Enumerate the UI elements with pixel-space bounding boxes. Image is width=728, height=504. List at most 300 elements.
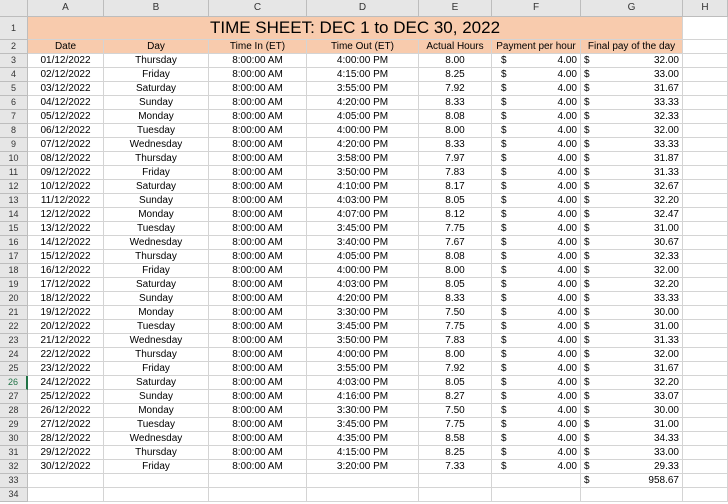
day-cell[interactable]: Friday bbox=[104, 264, 209, 278]
day-cell[interactable]: Monday bbox=[104, 110, 209, 124]
day-cell[interactable]: Tuesday bbox=[104, 222, 209, 236]
pay-cell[interactable] bbox=[581, 264, 683, 278]
cell-h[interactable] bbox=[683, 334, 728, 348]
date-cell[interactable]: 05/12/2022 bbox=[28, 110, 104, 124]
rate-cell[interactable] bbox=[492, 222, 581, 236]
cell-h[interactable] bbox=[683, 348, 728, 362]
cell-h[interactable] bbox=[683, 418, 728, 432]
time-out-cell[interactable]: 4:16:00 PM bbox=[307, 390, 419, 404]
time-out-cell[interactable]: 3:45:00 PM bbox=[307, 222, 419, 236]
cell-h[interactable] bbox=[683, 460, 728, 474]
row-header-26[interactable]: 26 bbox=[0, 376, 28, 390]
header-date[interactable]: Date bbox=[28, 40, 104, 54]
empty-cell[interactable] bbox=[683, 488, 728, 502]
time-out-cell[interactable]: 4:20:00 PM bbox=[307, 292, 419, 306]
rate-cell[interactable] bbox=[492, 362, 581, 376]
day-cell[interactable]: Tuesday bbox=[104, 320, 209, 334]
empty-cell[interactable] bbox=[492, 474, 581, 488]
row-header-15[interactable]: 15 bbox=[0, 222, 28, 236]
row-header-20[interactable]: 20 bbox=[0, 292, 28, 306]
header-actual-hours[interactable]: Actual Hours bbox=[419, 40, 492, 54]
date-cell[interactable]: 06/12/2022 bbox=[28, 124, 104, 138]
day-cell[interactable]: Saturday bbox=[104, 82, 209, 96]
day-cell[interactable]: Wednesday bbox=[104, 236, 209, 250]
date-cell[interactable]: 12/12/2022 bbox=[28, 208, 104, 222]
row-header-7[interactable]: 7 bbox=[0, 110, 28, 124]
row-header-23[interactable]: 23 bbox=[0, 334, 28, 348]
time-in-cell[interactable]: 8:00:00 AM bbox=[209, 96, 307, 110]
time-in-cell[interactable]: 8:00:00 AM bbox=[209, 390, 307, 404]
pay-cell[interactable] bbox=[581, 194, 683, 208]
date-cell[interactable]: 25/12/2022 bbox=[28, 390, 104, 404]
column-header-c[interactable]: C bbox=[209, 0, 307, 17]
pay-cell[interactable] bbox=[581, 124, 683, 138]
day-cell[interactable]: Thursday bbox=[104, 250, 209, 264]
pay-cell[interactable] bbox=[581, 152, 683, 166]
date-cell[interactable]: 19/12/2022 bbox=[28, 306, 104, 320]
row-header-14[interactable]: 14 bbox=[0, 208, 28, 222]
time-in-cell[interactable]: 8:00:00 AM bbox=[209, 446, 307, 460]
day-cell[interactable]: Thursday bbox=[104, 152, 209, 166]
row-header-10[interactable]: 10 bbox=[0, 152, 28, 166]
cell-h[interactable] bbox=[683, 152, 728, 166]
hours-cell[interactable]: 7.75 bbox=[419, 222, 492, 236]
date-cell[interactable]: 15/12/2022 bbox=[28, 250, 104, 264]
date-cell[interactable]: 29/12/2022 bbox=[28, 446, 104, 460]
date-cell[interactable]: 02/12/2022 bbox=[28, 68, 104, 82]
day-cell[interactable]: Sunday bbox=[104, 292, 209, 306]
cell-h[interactable] bbox=[683, 390, 728, 404]
row-header-6[interactable]: 6 bbox=[0, 96, 28, 110]
date-cell[interactable]: 13/12/2022 bbox=[28, 222, 104, 236]
cell-h2[interactable] bbox=[683, 40, 728, 54]
time-in-cell[interactable]: 8:00:00 AM bbox=[209, 236, 307, 250]
time-out-cell[interactable]: 3:50:00 PM bbox=[307, 334, 419, 348]
empty-cell[interactable] bbox=[307, 474, 419, 488]
time-out-cell[interactable]: 4:05:00 PM bbox=[307, 110, 419, 124]
time-out-cell[interactable]: 4:00:00 PM bbox=[307, 348, 419, 362]
row-header-12[interactable]: 12 bbox=[0, 180, 28, 194]
rate-cell[interactable] bbox=[492, 306, 581, 320]
pay-cell[interactable] bbox=[581, 306, 683, 320]
hours-cell[interactable]: 7.75 bbox=[419, 320, 492, 334]
pay-cell[interactable] bbox=[581, 376, 683, 390]
pay-cell[interactable] bbox=[581, 180, 683, 194]
time-out-cell[interactable]: 4:00:00 PM bbox=[307, 264, 419, 278]
date-cell[interactable]: 30/12/2022 bbox=[28, 460, 104, 474]
cell-h[interactable] bbox=[683, 432, 728, 446]
header-time-in-et[interactable]: Time In (ET) bbox=[209, 40, 307, 54]
time-in-cell[interactable]: 8:00:00 AM bbox=[209, 376, 307, 390]
date-cell[interactable]: 07/12/2022 bbox=[28, 138, 104, 152]
row-header-33[interactable]: 33 bbox=[0, 474, 28, 488]
date-cell[interactable]: 11/12/2022 bbox=[28, 194, 104, 208]
day-cell[interactable]: Wednesday bbox=[104, 138, 209, 152]
day-cell[interactable]: Thursday bbox=[104, 446, 209, 460]
cell-h[interactable] bbox=[683, 306, 728, 320]
rate-cell[interactable] bbox=[492, 250, 581, 264]
time-in-cell[interactable]: 8:00:00 AM bbox=[209, 292, 307, 306]
column-header-d[interactable]: D bbox=[307, 0, 419, 17]
rate-cell[interactable] bbox=[492, 390, 581, 404]
day-cell[interactable]: Wednesday bbox=[104, 334, 209, 348]
hours-cell[interactable]: 8.12 bbox=[419, 208, 492, 222]
hours-cell[interactable]: 8.33 bbox=[419, 96, 492, 110]
empty-cell[interactable] bbox=[419, 474, 492, 488]
time-out-cell[interactable]: 4:07:00 PM bbox=[307, 208, 419, 222]
rate-cell[interactable] bbox=[492, 166, 581, 180]
date-cell[interactable]: 21/12/2022 bbox=[28, 334, 104, 348]
cell-h[interactable] bbox=[683, 264, 728, 278]
hours-cell[interactable]: 7.33 bbox=[419, 460, 492, 474]
rate-cell[interactable] bbox=[492, 278, 581, 292]
rate-cell[interactable] bbox=[492, 446, 581, 460]
pay-cell[interactable] bbox=[581, 110, 683, 124]
date-cell[interactable]: 24/12/2022 bbox=[28, 376, 104, 390]
row-header-4[interactable]: 4 bbox=[0, 68, 28, 82]
empty-cell[interactable] bbox=[581, 488, 683, 502]
cell-h[interactable] bbox=[683, 222, 728, 236]
row-header-25[interactable]: 25 bbox=[0, 362, 28, 376]
pay-cell[interactable] bbox=[581, 362, 683, 376]
rate-cell[interactable] bbox=[492, 208, 581, 222]
empty-cell[interactable] bbox=[28, 488, 104, 502]
rate-cell[interactable] bbox=[492, 264, 581, 278]
time-in-cell[interactable]: 8:00:00 AM bbox=[209, 348, 307, 362]
time-in-cell[interactable]: 8:00:00 AM bbox=[209, 250, 307, 264]
cell-h[interactable] bbox=[683, 362, 728, 376]
cell-h[interactable] bbox=[683, 54, 728, 68]
time-in-cell[interactable]: 8:00:00 AM bbox=[209, 138, 307, 152]
pay-cell[interactable] bbox=[581, 250, 683, 264]
hours-cell[interactable]: 7.97 bbox=[419, 152, 492, 166]
rate-cell[interactable] bbox=[492, 418, 581, 432]
column-header-f[interactable]: F bbox=[492, 0, 581, 17]
time-in-cell[interactable]: 8:00:00 AM bbox=[209, 404, 307, 418]
empty-cell[interactable] bbox=[209, 488, 307, 502]
time-out-cell[interactable]: 4:20:00 PM bbox=[307, 96, 419, 110]
date-cell[interactable]: 26/12/2022 bbox=[28, 404, 104, 418]
pay-cell[interactable] bbox=[581, 334, 683, 348]
header-final-pay-of-the-day[interactable]: Final pay of the day bbox=[581, 40, 683, 54]
time-out-cell[interactable]: 3:55:00 PM bbox=[307, 82, 419, 96]
cell-h[interactable] bbox=[683, 278, 728, 292]
header-payment-per-hour[interactable]: Payment per hour bbox=[492, 40, 581, 54]
empty-cell[interactable] bbox=[492, 488, 581, 502]
time-in-cell[interactable]: 8:00:00 AM bbox=[209, 264, 307, 278]
pay-cell[interactable] bbox=[581, 54, 683, 68]
pay-cell[interactable] bbox=[581, 446, 683, 460]
date-cell[interactable]: 18/12/2022 bbox=[28, 292, 104, 306]
hours-cell[interactable]: 7.92 bbox=[419, 362, 492, 376]
row-header-13[interactable]: 13 bbox=[0, 194, 28, 208]
date-cell[interactable]: 16/12/2022 bbox=[28, 264, 104, 278]
rate-cell[interactable] bbox=[492, 404, 581, 418]
pay-cell[interactable] bbox=[581, 292, 683, 306]
day-cell[interactable]: Monday bbox=[104, 306, 209, 320]
row-header-16[interactable]: 16 bbox=[0, 236, 28, 250]
total-pay-cell[interactable] bbox=[581, 474, 683, 488]
select-all-corner[interactable] bbox=[0, 0, 28, 17]
pay-cell[interactable] bbox=[581, 236, 683, 250]
rate-cell[interactable] bbox=[492, 110, 581, 124]
pay-cell[interactable] bbox=[581, 390, 683, 404]
time-out-cell[interactable]: 3:20:00 PM bbox=[307, 460, 419, 474]
time-out-cell[interactable]: 4:00:00 PM bbox=[307, 54, 419, 68]
row-header-31[interactable]: 31 bbox=[0, 446, 28, 460]
hours-cell[interactable]: 7.75 bbox=[419, 418, 492, 432]
day-cell[interactable]: Saturday bbox=[104, 278, 209, 292]
column-header-b[interactable]: B bbox=[104, 0, 209, 17]
sheet-title[interactable]: TIME SHEET: DEC 1 to DEC 30, 2022 bbox=[28, 17, 683, 40]
row-header-32[interactable]: 32 bbox=[0, 460, 28, 474]
time-in-cell[interactable]: 8:00:00 AM bbox=[209, 54, 307, 68]
time-out-cell[interactable]: 4:03:00 PM bbox=[307, 278, 419, 292]
date-cell[interactable]: 01/12/2022 bbox=[28, 54, 104, 68]
hours-cell[interactable]: 8.00 bbox=[419, 124, 492, 138]
time-out-cell[interactable]: 3:40:00 PM bbox=[307, 236, 419, 250]
rate-cell[interactable] bbox=[492, 54, 581, 68]
header-day[interactable]: Day bbox=[104, 40, 209, 54]
column-header-g[interactable]: G bbox=[581, 0, 683, 17]
hours-cell[interactable]: 7.83 bbox=[419, 166, 492, 180]
time-in-cell[interactable]: 8:00:00 AM bbox=[209, 68, 307, 82]
date-cell[interactable]: 17/12/2022 bbox=[28, 278, 104, 292]
cell-h[interactable] bbox=[683, 404, 728, 418]
row-header-28[interactable]: 28 bbox=[0, 404, 28, 418]
time-out-cell[interactable]: 3:30:00 PM bbox=[307, 404, 419, 418]
cell-h[interactable] bbox=[683, 446, 728, 460]
rate-cell[interactable] bbox=[492, 460, 581, 474]
rate-cell[interactable] bbox=[492, 68, 581, 82]
hours-cell[interactable]: 7.67 bbox=[419, 236, 492, 250]
time-in-cell[interactable]: 8:00:00 AM bbox=[209, 152, 307, 166]
rate-cell[interactable] bbox=[492, 96, 581, 110]
empty-cell[interactable] bbox=[209, 474, 307, 488]
row-header-27[interactable]: 27 bbox=[0, 390, 28, 404]
time-out-cell[interactable]: 4:15:00 PM bbox=[307, 446, 419, 460]
cell-h[interactable] bbox=[683, 138, 728, 152]
day-cell[interactable]: Friday bbox=[104, 460, 209, 474]
day-cell[interactable]: Saturday bbox=[104, 376, 209, 390]
day-cell[interactable]: Tuesday bbox=[104, 418, 209, 432]
rate-cell[interactable] bbox=[492, 348, 581, 362]
cell-h1[interactable] bbox=[683, 17, 728, 40]
row-header-21[interactable]: 21 bbox=[0, 306, 28, 320]
time-out-cell[interactable]: 3:50:00 PM bbox=[307, 166, 419, 180]
time-in-cell[interactable]: 8:00:00 AM bbox=[209, 222, 307, 236]
hours-cell[interactable]: 8.08 bbox=[419, 110, 492, 124]
row-header-34[interactable]: 34 bbox=[0, 488, 28, 502]
date-cell[interactable]: 27/12/2022 bbox=[28, 418, 104, 432]
date-cell[interactable]: 04/12/2022 bbox=[28, 96, 104, 110]
hours-cell[interactable]: 8.33 bbox=[419, 138, 492, 152]
rate-cell[interactable] bbox=[492, 194, 581, 208]
cell-h[interactable] bbox=[683, 250, 728, 264]
pay-cell[interactable] bbox=[581, 320, 683, 334]
time-out-cell[interactable]: 3:58:00 PM bbox=[307, 152, 419, 166]
hours-cell[interactable]: 7.83 bbox=[419, 334, 492, 348]
hours-cell[interactable]: 8.00 bbox=[419, 348, 492, 362]
column-header-a[interactable]: A bbox=[28, 0, 104, 17]
cell-h[interactable] bbox=[683, 180, 728, 194]
date-cell[interactable]: 20/12/2022 bbox=[28, 320, 104, 334]
rate-cell[interactable] bbox=[492, 334, 581, 348]
cell-h[interactable] bbox=[683, 376, 728, 390]
empty-cell[interactable] bbox=[104, 488, 209, 502]
rate-cell[interactable] bbox=[492, 376, 581, 390]
day-cell[interactable]: Sunday bbox=[104, 96, 209, 110]
cell-h[interactable] bbox=[683, 292, 728, 306]
hours-cell[interactable]: 8.00 bbox=[419, 264, 492, 278]
date-cell[interactable]: 14/12/2022 bbox=[28, 236, 104, 250]
time-out-cell[interactable]: 4:03:00 PM bbox=[307, 194, 419, 208]
row-header-8[interactable]: 8 bbox=[0, 124, 28, 138]
day-cell[interactable]: Friday bbox=[104, 68, 209, 82]
cell-h[interactable] bbox=[683, 194, 728, 208]
rate-cell[interactable] bbox=[492, 82, 581, 96]
row-header-18[interactable]: 18 bbox=[0, 264, 28, 278]
cell-h[interactable] bbox=[683, 82, 728, 96]
time-in-cell[interactable]: 8:00:00 AM bbox=[209, 306, 307, 320]
day-cell[interactable]: Sunday bbox=[104, 390, 209, 404]
time-in-cell[interactable]: 8:00:00 AM bbox=[209, 180, 307, 194]
row-header-30[interactable]: 30 bbox=[0, 432, 28, 446]
pay-cell[interactable] bbox=[581, 96, 683, 110]
date-cell[interactable]: 08/12/2022 bbox=[28, 152, 104, 166]
pay-cell[interactable] bbox=[581, 68, 683, 82]
time-in-cell[interactable]: 8:00:00 AM bbox=[209, 320, 307, 334]
time-in-cell[interactable]: 8:00:00 AM bbox=[209, 418, 307, 432]
time-out-cell[interactable]: 4:15:00 PM bbox=[307, 68, 419, 82]
rate-cell[interactable] bbox=[492, 124, 581, 138]
rate-cell[interactable] bbox=[492, 236, 581, 250]
pay-cell[interactable] bbox=[581, 222, 683, 236]
day-cell[interactable]: Monday bbox=[104, 404, 209, 418]
date-cell[interactable]: 10/12/2022 bbox=[28, 180, 104, 194]
time-out-cell[interactable]: 3:55:00 PM bbox=[307, 362, 419, 376]
date-cell[interactable]: 09/12/2022 bbox=[28, 166, 104, 180]
time-out-cell[interactable]: 4:03:00 PM bbox=[307, 376, 419, 390]
empty-cell[interactable] bbox=[419, 488, 492, 502]
pay-cell[interactable] bbox=[581, 82, 683, 96]
hours-cell[interactable]: 8.27 bbox=[419, 390, 492, 404]
hours-cell[interactable]: 8.05 bbox=[419, 278, 492, 292]
row-header-5[interactable]: 5 bbox=[0, 82, 28, 96]
date-cell[interactable]: 23/12/2022 bbox=[28, 362, 104, 376]
hours-cell[interactable]: 7.50 bbox=[419, 404, 492, 418]
date-cell[interactable]: 03/12/2022 bbox=[28, 82, 104, 96]
day-cell[interactable]: Friday bbox=[104, 166, 209, 180]
time-in-cell[interactable]: 8:00:00 AM bbox=[209, 334, 307, 348]
pay-cell[interactable] bbox=[581, 404, 683, 418]
time-in-cell[interactable]: 8:00:00 AM bbox=[209, 82, 307, 96]
cell-h[interactable] bbox=[683, 68, 728, 82]
time-in-cell[interactable]: 8:00:00 AM bbox=[209, 194, 307, 208]
day-cell[interactable]: Wednesday bbox=[104, 432, 209, 446]
day-cell[interactable]: Sunday bbox=[104, 194, 209, 208]
hours-cell[interactable]: 8.05 bbox=[419, 194, 492, 208]
time-out-cell[interactable]: 3:45:00 PM bbox=[307, 320, 419, 334]
hours-cell[interactable]: 8.08 bbox=[419, 250, 492, 264]
time-in-cell[interactable]: 8:00:00 AM bbox=[209, 110, 307, 124]
day-cell[interactable]: Thursday bbox=[104, 348, 209, 362]
time-out-cell[interactable]: 3:30:00 PM bbox=[307, 306, 419, 320]
hours-cell[interactable]: 8.17 bbox=[419, 180, 492, 194]
empty-cell[interactable] bbox=[307, 488, 419, 502]
time-out-cell[interactable]: 4:20:00 PM bbox=[307, 138, 419, 152]
pay-cell[interactable] bbox=[581, 166, 683, 180]
pay-cell[interactable] bbox=[581, 138, 683, 152]
rate-cell[interactable] bbox=[492, 138, 581, 152]
day-cell[interactable]: Monday bbox=[104, 208, 209, 222]
pay-cell[interactable] bbox=[581, 278, 683, 292]
day-cell[interactable]: Thursday bbox=[104, 54, 209, 68]
empty-cell[interactable] bbox=[683, 474, 728, 488]
time-in-cell[interactable]: 8:00:00 AM bbox=[209, 460, 307, 474]
day-cell[interactable]: Friday bbox=[104, 362, 209, 376]
rate-cell[interactable] bbox=[492, 432, 581, 446]
time-in-cell[interactable]: 8:00:00 AM bbox=[209, 278, 307, 292]
time-in-cell[interactable]: 8:00:00 AM bbox=[209, 124, 307, 138]
rate-cell[interactable] bbox=[492, 292, 581, 306]
hours-cell[interactable]: 7.50 bbox=[419, 306, 492, 320]
row-header-29[interactable]: 29 bbox=[0, 418, 28, 432]
time-out-cell[interactable]: 4:10:00 PM bbox=[307, 180, 419, 194]
column-header-h[interactable]: H bbox=[683, 0, 728, 17]
cell-h[interactable] bbox=[683, 110, 728, 124]
time-in-cell[interactable]: 8:00:00 AM bbox=[209, 432, 307, 446]
time-out-cell[interactable]: 3:45:00 PM bbox=[307, 418, 419, 432]
cell-h[interactable] bbox=[683, 208, 728, 222]
time-in-cell[interactable]: 8:00:00 AM bbox=[209, 362, 307, 376]
cell-h[interactable] bbox=[683, 166, 728, 180]
hours-cell[interactable]: 8.58 bbox=[419, 432, 492, 446]
pay-cell[interactable] bbox=[581, 460, 683, 474]
time-out-cell[interactable]: 4:00:00 PM bbox=[307, 124, 419, 138]
row-header-9[interactable]: 9 bbox=[0, 138, 28, 152]
row-header-22[interactable]: 22 bbox=[0, 320, 28, 334]
day-cell[interactable]: Tuesday bbox=[104, 124, 209, 138]
row-header-19[interactable]: 19 bbox=[0, 278, 28, 292]
row-header-3[interactable]: 3 bbox=[0, 54, 28, 68]
time-in-cell[interactable]: 8:00:00 AM bbox=[209, 208, 307, 222]
cell-h[interactable] bbox=[683, 236, 728, 250]
cell-h[interactable] bbox=[683, 124, 728, 138]
cell-h[interactable] bbox=[683, 96, 728, 110]
hours-cell[interactable]: 8.00 bbox=[419, 54, 492, 68]
row-header-17[interactable]: 17 bbox=[0, 250, 28, 264]
header-time-out-et[interactable]: Time Out (ET) bbox=[307, 40, 419, 54]
cell-h[interactable] bbox=[683, 320, 728, 334]
row-header-2[interactable]: 2 bbox=[0, 40, 28, 54]
rate-cell[interactable] bbox=[492, 152, 581, 166]
hours-cell[interactable]: 8.25 bbox=[419, 68, 492, 82]
row-header-1[interactable]: 1 bbox=[0, 17, 28, 40]
day-cell[interactable]: Saturday bbox=[104, 180, 209, 194]
rate-cell[interactable] bbox=[492, 180, 581, 194]
hours-cell[interactable]: 8.05 bbox=[419, 376, 492, 390]
rate-cell[interactable] bbox=[492, 320, 581, 334]
pay-cell[interactable] bbox=[581, 418, 683, 432]
time-out-cell[interactable]: 4:35:00 PM bbox=[307, 432, 419, 446]
hours-cell[interactable]: 7.92 bbox=[419, 82, 492, 96]
time-out-cell[interactable]: 4:05:00 PM bbox=[307, 250, 419, 264]
column-header-e[interactable]: E bbox=[419, 0, 492, 17]
hours-cell[interactable]: 8.25 bbox=[419, 446, 492, 460]
pay-cell[interactable] bbox=[581, 348, 683, 362]
empty-cell[interactable] bbox=[104, 474, 209, 488]
